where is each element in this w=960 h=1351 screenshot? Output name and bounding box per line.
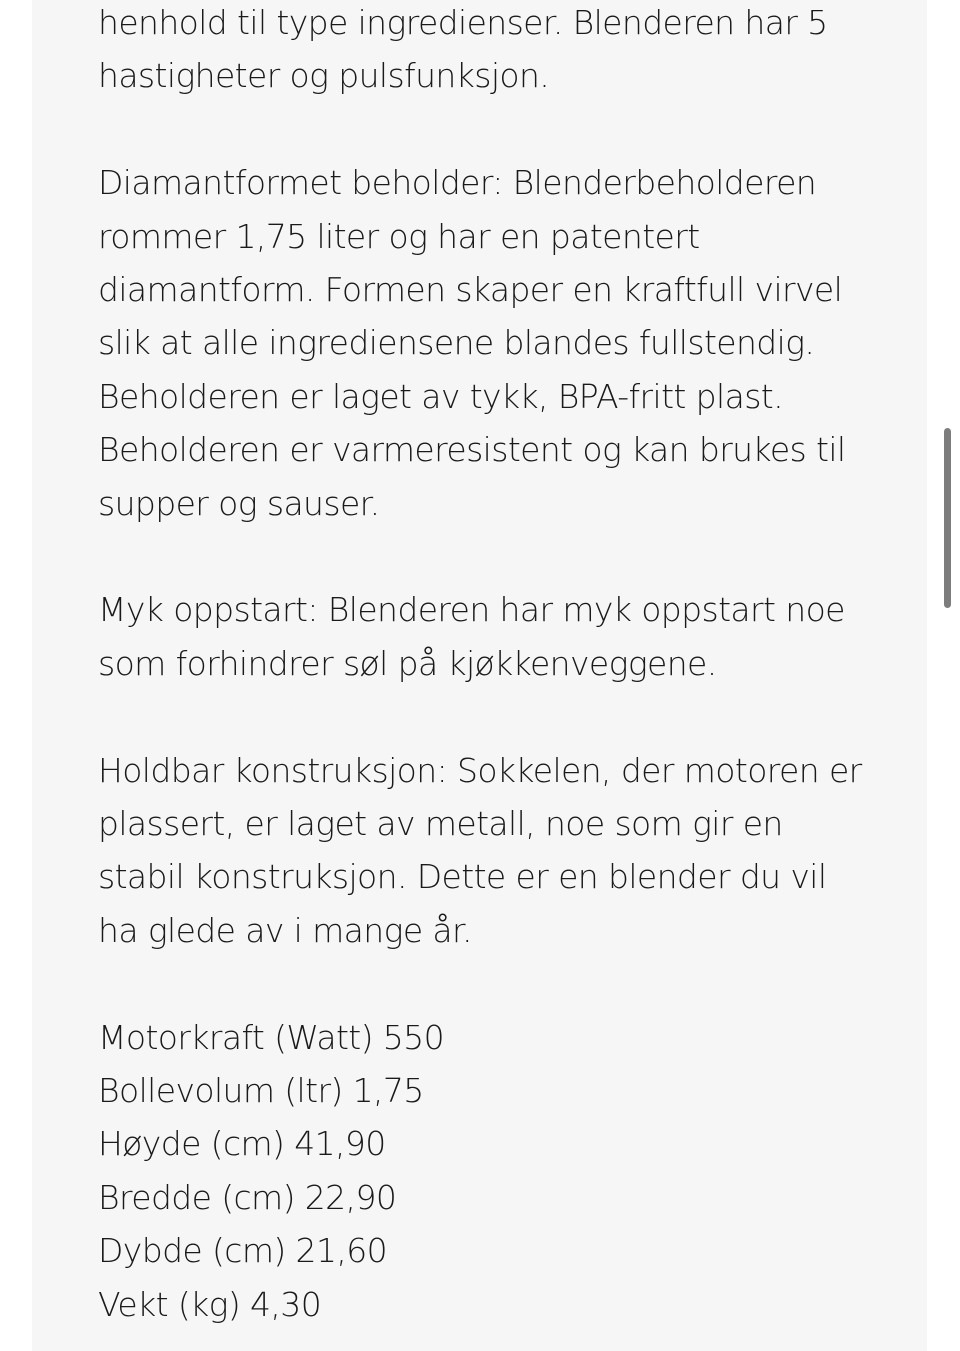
spec-list bbox=[98, 1011, 868, 1331]
paragraph-construction: Holdbar konstruksjon: Sokkelen, der motoren er plassert, er laget av metall, noe som gir en stabil konstruksjon. Dette er en blender du vil ha glede av i mange år. bbox=[98, 750, 862, 950]
paragraph-speeds: henhold til type ingredienser. Blenderen har 5 hastigheter og pulsfunksjon. bbox=[98, 3, 828, 96]
spec-weight: Vekt (kg) 4,30 bbox=[98, 1284, 322, 1324]
spec-depth: Dybde (cm) 21,60 bbox=[98, 1231, 388, 1271]
spec-width: Bredde (cm) 22,90 bbox=[98, 1177, 397, 1217]
spec-height: Høyde (cm) 41,90 bbox=[98, 1124, 386, 1164]
product-description bbox=[98, 0, 868, 1331]
scrollbar[interactable] bbox=[940, 0, 956, 1351]
scrollbar-thumb[interactable] bbox=[944, 428, 951, 608]
spec-bowl-volume: Bollevolum (ltr) 1,75 bbox=[98, 1071, 424, 1111]
paragraph-soft-start: Myk oppstart: Blenderen har myk oppstart noe som forhindrer søl på kjøkkenveggene. bbox=[98, 590, 845, 683]
paragraph-container: Diamantformet beholder: Blenderbeholderen rommer 1,75 liter og har en patentert diamantform. Formen skaper en kraftfull virvel slik at alle ingrediensene blandes fullstendig. Beholderen er laget av tykk, BPA-fritt plast. Beholderen er varmeresistent og kan brukes til supper og sauser. bbox=[98, 163, 846, 523]
spec-motor-power: Motorkraft (Watt) 550 bbox=[98, 1017, 444, 1057]
